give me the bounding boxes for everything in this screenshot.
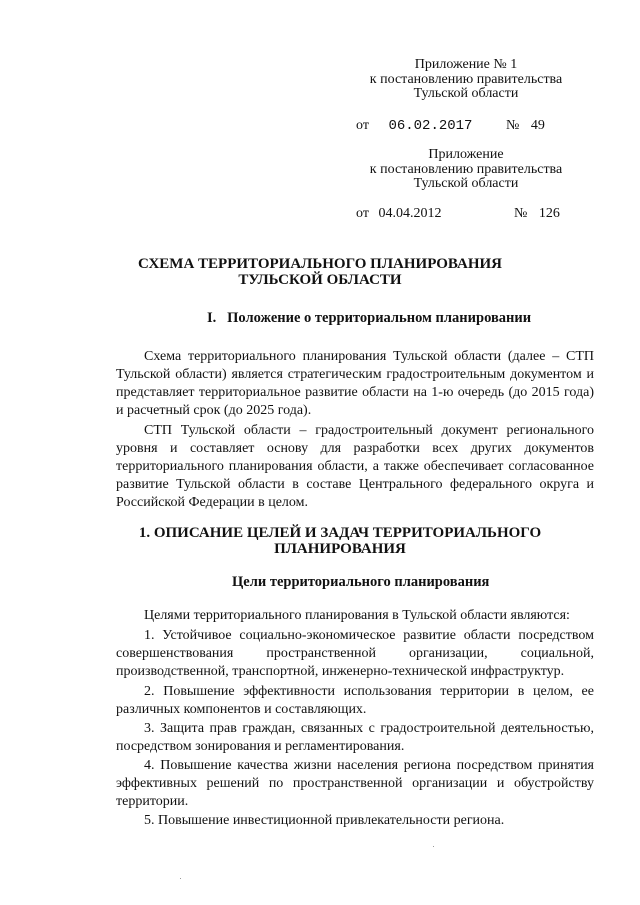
appendix-header-1-line3: Тульской области	[413, 86, 519, 101]
document-title-line2: ТУЛЬСКОЙ ОБЛАСТИ	[238, 272, 402, 288]
appendix-header-2	[357, 148, 575, 192]
document-title-line1: СХЕМА ТЕРРИТОРИАЛЬНОГО ПЛАНИРОВАНИЯ	[138, 256, 502, 272]
decree-date-row-2	[356, 206, 560, 222]
goal-item: 5. Повышение инвестиционной привлекательности региона.	[144, 813, 505, 828]
decree-number-label: №	[514, 206, 528, 221]
goal-item: 1. Устойчивое социально-экономическое развитие области посредством совершенствования пространственной организации, социальной, производственной, транспортной, инженерно-технической инфраструктур.	[116, 628, 594, 679]
decree-date: 04.04.2012	[378, 206, 442, 221]
appendix-header-2-line3: Тульской области	[413, 176, 519, 191]
goal-item: 2. Повышение эффективности использования территории в целом, ее различных компонентов и составляющих.	[116, 684, 594, 717]
decree-number: 126	[538, 206, 560, 221]
decree-date: 06.02.2017	[388, 118, 473, 134]
appendix-header-1-line1: Приложение № 1	[414, 57, 518, 72]
paragraph-definition: Схема территориального планирования Тульской области (далее – СТП Тульской области) является стратегическим градостроительным документом и представляет территориальное развитие области на 1-ю очередь (до 2015 года) и расчетный срок (до 2025 года).	[116, 349, 594, 418]
date-from-label: от	[356, 118, 369, 133]
decree-number-group	[514, 206, 560, 222]
decree-number: 49	[530, 118, 545, 133]
document-title	[60, 256, 580, 288]
section-title: I. Положение о территориальном планировании	[207, 310, 532, 326]
decree-number-label: №	[506, 118, 520, 133]
appendix-header-2-line2: к постановлению правительства	[369, 161, 563, 177]
appendix-header-2-line1: Приложение	[428, 147, 504, 162]
goal-item: 3. Защита прав граждан, связанных с градостроительной деятельностью, посредством зонирования и регламентирования.	[116, 721, 594, 754]
date-from-label: от	[356, 206, 369, 221]
decree-date-row-1	[356, 118, 545, 134]
scan-speck	[433, 846, 434, 847]
goal-item: 4. Повышение качества жизни населения региона посредством принятия эффективных решений по пространственной организации и обустройству территории.	[116, 758, 594, 809]
scan-speck	[180, 878, 181, 879]
appendix-header-1	[357, 58, 575, 102]
chapter-title	[90, 525, 590, 557]
appendix-header-1-line2: к постановлению правительства	[369, 71, 563, 87]
chapter-title-line2: ПЛАНИРОВАНИЯ	[274, 541, 406, 557]
decree-number-group	[506, 118, 545, 134]
paragraph-purpose: СТП Тульской области – градостроительный документ регионального уровня и составляет основу для разработки всех других документов территориального планирования области, а также обеспечивает согласованное развитие Тульской области в составе Центрального федерального округа и Российской Федерации в целом.	[116, 423, 594, 510]
goals-title: Цели территориального планирования	[232, 574, 490, 590]
goals-intro: Целями территориального планирования в Тульской области являются:	[144, 608, 570, 623]
chapter-title-line1: 1. ОПИСАНИЕ ЦЕЛЕЙ И ЗАДАЧ ТЕРРИТОРИАЛЬНОГО	[138, 525, 542, 541]
